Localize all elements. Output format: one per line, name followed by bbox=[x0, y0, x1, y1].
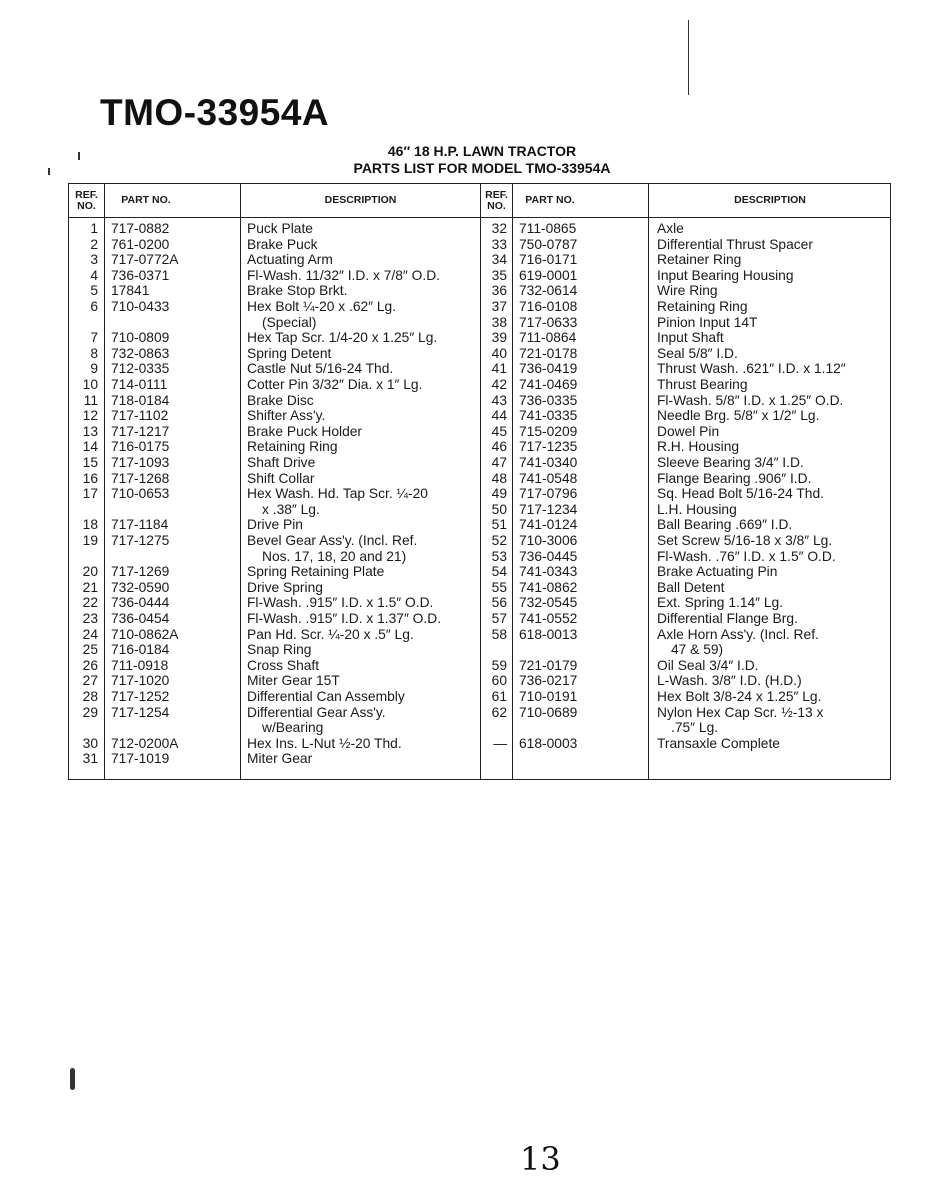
parts-table bbox=[68, 183, 891, 780]
ref-no: 47 bbox=[491, 455, 507, 470]
description: L.H. Housing bbox=[657, 501, 737, 517]
table-row bbox=[69, 580, 890, 596]
description: Miter Gear 15T bbox=[247, 673, 340, 689]
part-no: 717-1234 bbox=[519, 501, 578, 517]
ref-no: 2 bbox=[90, 236, 98, 252]
table-row bbox=[69, 299, 890, 315]
part-no: 741-0340 bbox=[519, 455, 578, 470]
part-no: 717-1020 bbox=[111, 673, 170, 689]
description: Fl-Wash. 11/32″ I.D. x 7/8″ O.D. bbox=[247, 267, 441, 283]
description: Transaxle Complete bbox=[657, 735, 780, 751]
description: Pan Hd. Scr. ¼-20 x .5″ Lg. bbox=[247, 626, 414, 642]
description: Retainer Ring bbox=[657, 252, 742, 268]
description: Spring Retaining Plate bbox=[247, 564, 385, 580]
header-description-right: DESCRIPTION bbox=[734, 194, 806, 206]
ref-no: 17 bbox=[82, 486, 98, 502]
part-no: 732-0863 bbox=[111, 345, 170, 361]
part-no: 710-0191 bbox=[519, 689, 578, 704]
description: Hex Bolt 3/8-24 x 1.25″ Lg. bbox=[657, 689, 822, 704]
ref-no: 36 bbox=[491, 283, 507, 299]
ref-no: 52 bbox=[491, 533, 507, 548]
part-no: 710-0433 bbox=[111, 299, 170, 314]
description: (Special) bbox=[262, 314, 317, 330]
part-no: 712-0200A bbox=[111, 735, 179, 751]
ref-no: 30 bbox=[82, 735, 98, 751]
header-ref-no-right: REF. NO. bbox=[485, 188, 508, 212]
ref-no: 16 bbox=[82, 470, 98, 486]
part-no: 732-0545 bbox=[519, 595, 578, 611]
description: Shift Collar bbox=[247, 470, 315, 486]
ref-no: 44 bbox=[491, 408, 507, 424]
description: Nylon Hex Cap Scr. ½-13 x bbox=[657, 704, 824, 720]
part-no: 711-0864 bbox=[519, 330, 577, 346]
ref-no: 5 bbox=[90, 283, 98, 299]
description: Thrust Bearing bbox=[657, 377, 748, 392]
table-row bbox=[69, 564, 890, 580]
description: Thrust Wash. .621″ I.D. x 1.12″ bbox=[657, 361, 846, 377]
part-no: 736-0371 bbox=[111, 267, 170, 283]
table-row bbox=[69, 439, 890, 455]
description: Ext. Spring 1.14″ Lg. bbox=[657, 595, 784, 611]
part-no: 712-0335 bbox=[111, 361, 170, 377]
part-no: 717-1019 bbox=[111, 751, 170, 767]
ref-no: 54 bbox=[491, 564, 507, 580]
part-no: 710-0653 bbox=[111, 486, 170, 502]
part-no: 761-0200 bbox=[111, 236, 170, 252]
part-no: 717-1252 bbox=[111, 689, 170, 704]
part-no: 750-0787 bbox=[519, 236, 578, 252]
part-no: 736-0444 bbox=[111, 595, 170, 611]
ref-no: 20 bbox=[82, 564, 98, 580]
ref-no: 10 bbox=[82, 377, 98, 392]
part-no: 741-0548 bbox=[519, 470, 578, 486]
description: .75″ Lg. bbox=[671, 720, 719, 736]
description: Input Bearing Housing bbox=[657, 267, 794, 283]
description: Input Shaft bbox=[657, 330, 724, 346]
table-row bbox=[69, 346, 890, 362]
description: Hex Tap Scr. 1/4-20 x 1.25″ Lg. bbox=[247, 330, 438, 346]
description: R.H. Housing bbox=[657, 439, 740, 455]
part-no: 711-0865 bbox=[519, 221, 577, 236]
ref-no: 24 bbox=[82, 626, 98, 642]
description: Oil Seal 3/4″ I.D. bbox=[657, 657, 759, 673]
table-row bbox=[69, 471, 890, 487]
description: Fl-Wash. .76″ I.D. x 1.5″ O.D. bbox=[657, 548, 836, 564]
description: Castle Nut 5/16-24 Thd. bbox=[247, 361, 394, 377]
part-no: 741-0552 bbox=[519, 611, 578, 626]
ref-no: 27 bbox=[82, 673, 98, 689]
ref-no: 23 bbox=[82, 611, 98, 626]
ref-no: 37 bbox=[491, 299, 507, 314]
part-no: 717-1093 bbox=[111, 455, 170, 470]
description: Differential Gear Ass'y. bbox=[247, 704, 386, 720]
ref-no: 45 bbox=[491, 423, 507, 439]
ref-no: 4 bbox=[90, 267, 98, 283]
ref-no: 7 bbox=[90, 330, 98, 346]
description: Wire Ring bbox=[657, 283, 718, 299]
part-no: 717-1268 bbox=[111, 470, 170, 486]
ref-no: 28 bbox=[82, 689, 98, 704]
ref-no: 11 bbox=[83, 392, 98, 408]
part-no: 717-1184 bbox=[111, 517, 169, 533]
part-no: 741-0862 bbox=[519, 579, 578, 595]
ref-no: 3 bbox=[90, 252, 98, 268]
description: Sleeve Bearing 3/4″ I.D. bbox=[657, 455, 804, 470]
description: Bevel Gear Ass'y. (Incl. Ref. bbox=[247, 533, 418, 548]
part-no: 717-1217 bbox=[111, 423, 170, 439]
description: Brake Disc bbox=[247, 392, 314, 408]
description: Snap Ring bbox=[247, 642, 312, 658]
ref-no: 49 bbox=[491, 486, 507, 502]
description: Sq. Head Bolt 5/16-24 Thd. bbox=[657, 486, 824, 502]
description: Fl-Wash. .915″ I.D. x 1.37″ O.D. bbox=[247, 611, 442, 626]
description: Pinion Input 14T bbox=[657, 314, 758, 330]
ref-no: 29 bbox=[82, 704, 98, 720]
description: Shifter Ass'y. bbox=[247, 408, 326, 424]
ref-no: 26 bbox=[82, 657, 98, 673]
description: Axle Horn Ass'y. (Incl. Ref. bbox=[657, 626, 819, 642]
ref-no: 8 bbox=[90, 345, 98, 361]
description: Retaining Ring bbox=[247, 439, 338, 455]
description: Cross Shaft bbox=[247, 657, 320, 673]
ref-no: 15 bbox=[82, 455, 98, 470]
description: Brake Puck Holder bbox=[247, 423, 363, 439]
ref-no: 31 bbox=[82, 751, 98, 767]
page-number: 13 bbox=[520, 1140, 561, 1178]
description: Fl-Wash. .915″ I.D. x 1.5″ O.D. bbox=[247, 595, 434, 611]
table-row bbox=[69, 611, 890, 627]
header-ref-no-left: REF. NO. bbox=[75, 188, 98, 212]
description: Differential Can Assembly bbox=[247, 689, 405, 704]
ref-no: 12 bbox=[82, 408, 98, 424]
ref-no: 19 bbox=[82, 533, 98, 548]
description: Brake Actuating Pin bbox=[657, 564, 778, 580]
description: Brake Stop Brkt. bbox=[247, 283, 348, 299]
table-row bbox=[69, 268, 890, 284]
description: Differential Flange Brg. bbox=[657, 611, 798, 626]
table-row bbox=[69, 283, 890, 299]
scan-mark bbox=[70, 1068, 75, 1090]
description: Axle bbox=[657, 221, 684, 236]
table-row bbox=[69, 486, 890, 502]
table-row bbox=[69, 627, 890, 643]
ref-no: 43 bbox=[491, 392, 507, 408]
ref-no: 33 bbox=[491, 236, 507, 252]
part-no: 741-0124 bbox=[519, 517, 578, 533]
description: Flange Bearing .906″ I.D. bbox=[657, 470, 812, 486]
part-no: 710-0689 bbox=[519, 704, 578, 720]
description: Cotter Pin 3/32″ Dia. x 1″ Lg. bbox=[247, 377, 423, 392]
description: Set Screw 5/16-18 x 3/8″ Lg. bbox=[657, 533, 833, 548]
scan-mark bbox=[688, 20, 689, 95]
part-no: 732-0614 bbox=[519, 283, 578, 299]
ref-no: 57 bbox=[491, 611, 507, 626]
part-no: 710-0809 bbox=[111, 330, 170, 346]
part-no: 714-0111 bbox=[111, 377, 168, 392]
table-row bbox=[69, 455, 890, 471]
part-no: 717-1254 bbox=[111, 704, 170, 720]
description: Ball Detent bbox=[657, 579, 725, 595]
table-row bbox=[69, 502, 890, 518]
table-row bbox=[69, 720, 890, 736]
part-no: 736-0454 bbox=[111, 611, 170, 626]
ref-no: 50 bbox=[491, 501, 507, 517]
document-id: TMO-33954A bbox=[100, 92, 330, 133]
header-description-left: DESCRIPTION bbox=[324, 194, 397, 206]
description: Puck Plate bbox=[247, 221, 313, 236]
description: Spring Detent bbox=[247, 345, 332, 361]
part-no: 732-0590 bbox=[111, 579, 170, 595]
ref-no: 35 bbox=[491, 267, 507, 283]
ref-no: 53 bbox=[491, 548, 507, 564]
table-row bbox=[69, 330, 890, 346]
part-no: 721-0178 bbox=[519, 345, 578, 361]
part-no: 717-1235 bbox=[519, 439, 578, 455]
ref-no: 14 bbox=[82, 439, 98, 455]
part-no: 710-3006 bbox=[519, 533, 578, 548]
description: Miter Gear bbox=[247, 751, 313, 767]
ref-no: — bbox=[493, 735, 507, 751]
description: Drive Pin bbox=[247, 517, 303, 533]
table-row bbox=[69, 377, 890, 393]
part-no: 736-0335 bbox=[519, 392, 578, 408]
description: w/Bearing bbox=[262, 720, 324, 736]
part-no: 710-0862A bbox=[111, 626, 179, 642]
ref-no: 22 bbox=[82, 595, 98, 611]
table-row bbox=[69, 751, 890, 767]
part-no: 711-0918 bbox=[111, 657, 169, 673]
table-row bbox=[69, 549, 890, 565]
ref-no: 13 bbox=[82, 423, 98, 439]
table-row bbox=[69, 595, 890, 611]
part-no: 721-0179 bbox=[519, 657, 578, 673]
part-no: 741-0335 bbox=[519, 408, 578, 424]
ref-no: 62 bbox=[491, 704, 507, 720]
part-no: 717-0882 bbox=[111, 221, 170, 236]
part-no: 736-0445 bbox=[519, 548, 578, 564]
table-row bbox=[69, 705, 890, 721]
ref-no: 18 bbox=[82, 517, 98, 533]
ref-no: 58 bbox=[491, 626, 507, 642]
description: x .38″ Lg. bbox=[262, 501, 320, 517]
description: Brake Puck bbox=[247, 236, 318, 252]
ref-no: 40 bbox=[491, 345, 507, 361]
part-no: 618-0013 bbox=[519, 626, 578, 642]
description: Seal 5/8″ I.D. bbox=[657, 345, 738, 361]
ref-no: 25 bbox=[82, 642, 98, 658]
table-row bbox=[69, 533, 890, 549]
part-no: 717-0772A bbox=[111, 252, 179, 268]
table-row bbox=[69, 736, 890, 752]
part-no: 716-0108 bbox=[519, 299, 578, 314]
description: Dowel Pin bbox=[657, 423, 720, 439]
ref-no: 60 bbox=[491, 673, 507, 689]
part-no: 741-0469 bbox=[519, 377, 578, 392]
ref-no: 56 bbox=[491, 595, 507, 611]
ref-no: 39 bbox=[491, 330, 507, 346]
description: Shaft Drive bbox=[247, 455, 316, 470]
table-row bbox=[69, 673, 890, 689]
ref-no: 41 bbox=[491, 361, 507, 377]
table-row bbox=[69, 361, 890, 377]
part-no: 736-0419 bbox=[519, 361, 578, 377]
description: Hex Bolt ¼-20 x .62″ Lg. bbox=[247, 299, 397, 314]
description: L-Wash. 3/8″ I.D. (H.D.) bbox=[657, 673, 802, 689]
part-no: 618-0003 bbox=[519, 735, 578, 751]
table-row bbox=[69, 424, 890, 440]
ref-no: 34 bbox=[491, 252, 507, 268]
part-no: 736-0217 bbox=[519, 673, 578, 689]
description: Hex Wash. Hd. Tap Scr. ¼-20 bbox=[247, 486, 428, 502]
table-row bbox=[69, 658, 890, 674]
ref-no: 42 bbox=[491, 377, 507, 392]
part-no: 716-0171 bbox=[519, 252, 578, 268]
ref-no: 32 bbox=[491, 221, 507, 236]
header-part-no-right: PART NO. bbox=[525, 194, 575, 206]
scan-mark bbox=[48, 168, 50, 175]
ref-no: 1 bbox=[90, 221, 98, 236]
ref-no: 46 bbox=[491, 439, 507, 455]
table-row bbox=[69, 237, 890, 253]
description: Nos. 17, 18, 20 and 21) bbox=[262, 548, 407, 564]
part-no: 717-1275 bbox=[111, 533, 170, 548]
part-no: 619-0001 bbox=[519, 267, 578, 283]
part-no: 716-0175 bbox=[111, 439, 170, 455]
table-row bbox=[69, 221, 890, 237]
table-row bbox=[69, 252, 890, 268]
description: Retaining Ring bbox=[657, 299, 748, 314]
description: Fl-Wash. 5/8″ I.D. x 1.25″ O.D. bbox=[657, 392, 844, 408]
description: Ball Bearing .669″ I.D. bbox=[657, 517, 793, 533]
table-row bbox=[69, 517, 890, 533]
ref-no: 59 bbox=[491, 657, 507, 673]
ref-no: 38 bbox=[491, 314, 507, 330]
part-no: 716-0184 bbox=[111, 642, 170, 658]
table-row bbox=[69, 642, 890, 658]
part-no: 717-0796 bbox=[519, 486, 578, 502]
part-no: 717-0633 bbox=[519, 314, 578, 330]
ref-no: 61 bbox=[491, 689, 507, 704]
part-no: 717-1269 bbox=[111, 564, 170, 580]
table-row bbox=[69, 393, 890, 409]
scan-mark bbox=[78, 152, 80, 160]
description: Drive Spring bbox=[247, 579, 323, 595]
table-row bbox=[69, 408, 890, 424]
part-no: 718-0184 bbox=[111, 392, 170, 408]
description: Hex Ins. L-Nut ½-20 Thd. bbox=[247, 735, 402, 751]
description: 47 & 59) bbox=[671, 642, 724, 658]
part-no: 17841 bbox=[111, 283, 150, 299]
ref-no: 21 bbox=[82, 579, 98, 595]
document-title: 46″ 18 H.P. LAWN TRACTOR bbox=[387, 143, 577, 159]
ref-no: 51 bbox=[491, 517, 507, 533]
document-subtitle: PARTS LIST FOR MODEL TMO-33954A bbox=[353, 160, 611, 176]
description: Needle Brg. 5/8″ x 1/2″ Lg. bbox=[657, 408, 820, 424]
ref-no: 55 bbox=[491, 579, 507, 595]
header-part-no-left: PART NO. bbox=[121, 194, 171, 206]
part-no: 741-0343 bbox=[519, 564, 578, 580]
table-row bbox=[69, 689, 890, 705]
ref-no: 48 bbox=[491, 470, 507, 486]
description: Actuating Arm bbox=[247, 252, 333, 268]
ref-no: 6 bbox=[90, 299, 98, 314]
part-no: 715-0209 bbox=[519, 423, 578, 439]
part-no: 717-1102 bbox=[111, 408, 169, 424]
table-row bbox=[69, 315, 890, 331]
ref-no: 9 bbox=[90, 361, 98, 377]
description: Differential Thrust Spacer bbox=[657, 236, 813, 252]
